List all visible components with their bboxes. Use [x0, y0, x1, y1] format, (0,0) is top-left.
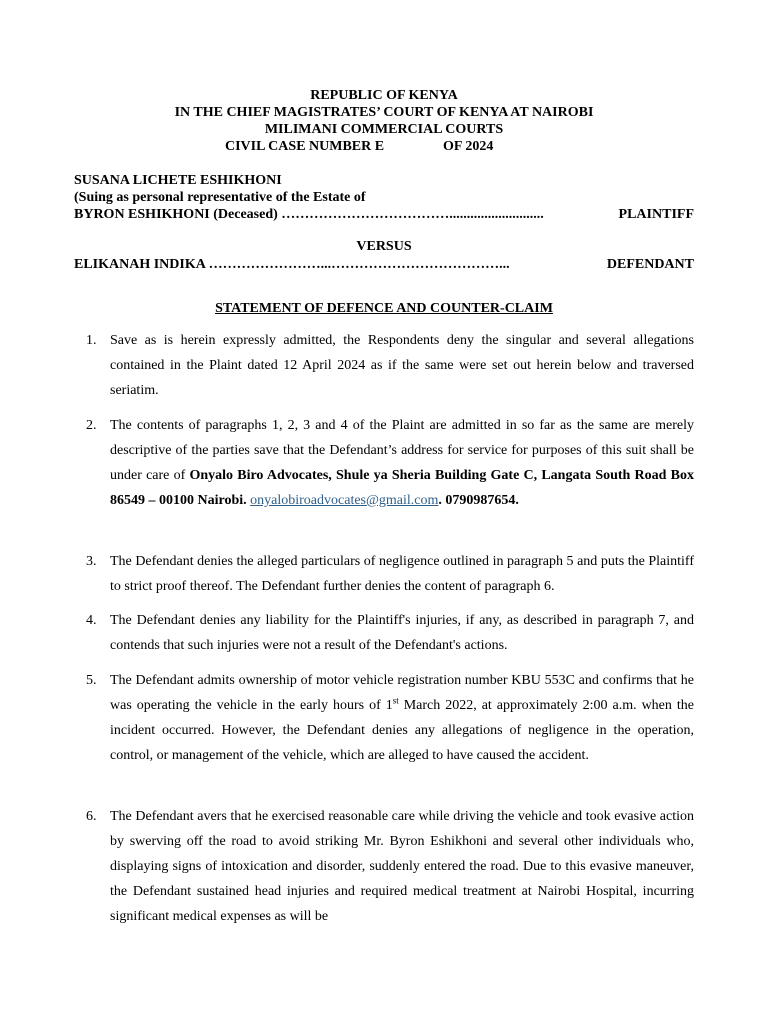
paragraph-6	[86, 804, 694, 929]
court-header-division: MILIMANI COMMERCIAL COURTS	[264, 122, 504, 137]
document-title: STATEMENT OF DEFENCE AND COUNTER-CLAIM	[215, 301, 553, 316]
case-number-label: CIVIL CASE NUMBER E	[225, 139, 385, 154]
paragraph-1	[86, 328, 694, 403]
plaintiff-capacity: (Suing as personal representative of the Estate of	[74, 190, 366, 205]
paragraph-5	[86, 668, 694, 768]
paragraph-number: 4.	[86, 613, 97, 628]
advocate-address: Onyalo Biro Advocates, Shule ya Sheria Building Gate C, Langata South Road Box 86549 – 00100 Nairobi.	[110, 468, 694, 508]
paragraph-number: 2.	[86, 418, 97, 433]
defendant-line	[74, 257, 694, 273]
court-header-republic: REPUBLIC OF KENYA	[310, 88, 458, 103]
paragraph-text: The Defendant admits ownership of motor vehicle registration number KBU 553C and confirms that he was operating the vehicle in the early hours of 1	[110, 673, 694, 713]
court-header-court: IN THE CHIEF MAGISTRATES’ COURT OF KENYA AT NAIROBI	[174, 105, 594, 120]
paragraph-number: 1.	[86, 333, 97, 348]
paragraph-2	[86, 413, 694, 513]
paragraph-text: The contents of paragraphs 1, 2, 3 and 4 of the Plaint are admitted in so far as the same are merely descriptive of the parties save that the Defendant’s address for service for purposes of this suit shall be under care of	[110, 418, 694, 483]
paragraph-4	[86, 608, 694, 658]
plaintiff-estate-line	[74, 207, 694, 223]
versus-label: VERSUS	[356, 239, 412, 254]
paragraph-3	[86, 549, 694, 599]
advocate-phone: . 0790987654.	[438, 493, 519, 508]
case-number-year: OF 2024	[443, 139, 494, 154]
plaintiff-name: SUSANA LICHETE ESHIKHONI	[74, 173, 282, 188]
plaintiff-role: PLAINTIFF	[618, 207, 694, 222]
case-number-line	[225, 139, 545, 155]
ordinal-suffix: st	[392, 695, 399, 706]
paragraph-text: The Defendant denies the alleged particulars of negligence outlined in paragraph 5 and puts the Plaintiff to strict proof thereof. The Defendant further denies the content of paragraph 6.	[110, 554, 694, 594]
paragraph-text: The Defendant avers that he exercised reasonable care while driving the vehicle and took evasive action by swerving off the road to avoid striking Mr. Byron Eshikhoni and several other individuals who, displaying signs of intoxication and disorder, suddenly entered the road. Due to this evasive maneuver, the Defendant sustained head injuries and required medical treatment at Nairobi Hospital, incurring significant medical expenses as will be	[110, 809, 694, 924]
paragraph-number: 5.	[86, 673, 97, 688]
plaintiff-estate-text: BYRON ESHIKHONI (Deceased) ………………………………...........................	[74, 207, 544, 222]
paragraph-number: 3.	[86, 554, 97, 569]
advocate-email-link[interactable]: onyalobiroadvocates@gmail.com	[250, 493, 439, 508]
defendant-name: ELIKANAH INDIKA ……………………...………………………………...	[74, 257, 510, 272]
paragraph-text-cont: March 2022, at approximately 2:00 a.m. when the incident occurred. However, the Defendant denies any allegations of negligence in the operation, control, or management of the vehicle, which are alleged to have caused the accident.	[110, 698, 694, 763]
paragraph-number: 6.	[86, 809, 97, 824]
defendant-role: DEFENDANT	[606, 257, 694, 272]
paragraph-text: The Defendant denies any liability for the Plaintiff's injuries, if any, as described in paragraph 7, and contends that such injuries were not a result of the Defendant's actions.	[110, 613, 694, 653]
paragraph-text: Save as is herein expressly admitted, the Respondents deny the singular and several allegations contained in the Plaint dated 12 April 2024 as if the same were set out herein below and traversed seriatim.	[110, 333, 694, 398]
